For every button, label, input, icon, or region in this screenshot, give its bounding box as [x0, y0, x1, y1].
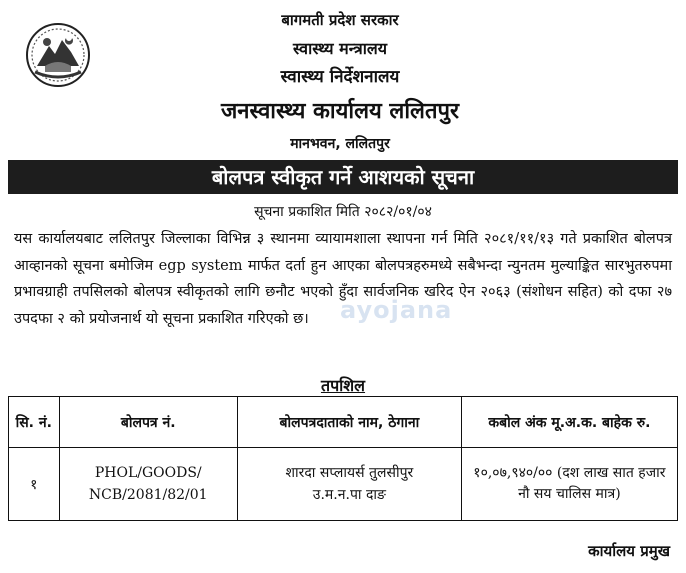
- nepal-emblem-icon: [25, 22, 91, 88]
- notice-body: यस कार्यालयबाट ललितपुर जिल्लाका विभिन्न ३ स्थानमा व्यायामशाला स्थापना गर्न मिति २०८१/११/१३ गते प्रकाशित बोलपत्र आव्हानको सूचना बमोजिम egp system मार्फत दर्ता हुन आएका बोलपत्रहरुमध्ये सबैभन्दा न्युनतम मुल्याङ्कित सारभुतरुपमा प्रभावग्राही तपसिलको बोलपत्र स्वीकृतको लागि छनौट भएको हुँदा सार्वजनिक खरिद ऐन २०६३ (संशोधन सहित) को दफा २७ उपदफा २ को प्रयोजनार्थ यो सूचना प्रकाशित गरिएको छ।: [14, 231, 672, 327]
- office-name: जनस्वास्थ्य कार्यालय ललितपुर: [220, 99, 459, 124]
- bid-no-line: PHOL/GOODS/: [94, 465, 202, 481]
- signature-office-chief: कार्यालय प्रमुख: [588, 542, 670, 560]
- column-header-bid-no: बोलपत्र नं.: [59, 397, 238, 448]
- bidder-name: शारदा सप्लायर्स तुलसीपुर: [285, 465, 414, 481]
- watermark-text: ayojana: [340, 296, 453, 324]
- cell-bid-no: [59, 448, 238, 521]
- table-row: [9, 448, 678, 521]
- cell-amount: १०,०७,९४०/०० (दश लाख सात हजार नौ सय चालिस मात्र): [461, 448, 677, 521]
- province-government: बागमती प्रदेश सरकार: [281, 11, 399, 29]
- published-date: सूचना प्रकाशित मिति २०८२/०१/०४: [254, 204, 432, 220]
- column-header-amount: कबोल अंक मू.अ.क. बाहेक रु.: [461, 397, 677, 448]
- cell-sn: १: [9, 448, 60, 521]
- column-header-bidder: बोलपत्रदाताको नाम, ठेगाना: [238, 397, 462, 448]
- column-header-sn: सि. नं.: [9, 397, 60, 448]
- directorate-name: स्वास्थ्य निर्देशनालय: [280, 67, 400, 87]
- details-title: तपशिल: [320, 376, 366, 395]
- notice-title-banner: बोलपत्र स्वीकृत गर्ने आशयको सूचना: [8, 160, 678, 194]
- bidder-address: उ.म.न.पा दाङ: [312, 487, 386, 503]
- ministry-name: स्वास्थ्य मन्त्रालय: [292, 39, 388, 58]
- office-address: मानभवन, ललितपुर: [290, 136, 390, 152]
- bid-details-table: [8, 396, 678, 521]
- bid-no-line: NCB/2081/82/01: [88, 487, 208, 503]
- table-header-row: [9, 397, 678, 448]
- cell-bidder: [238, 448, 462, 521]
